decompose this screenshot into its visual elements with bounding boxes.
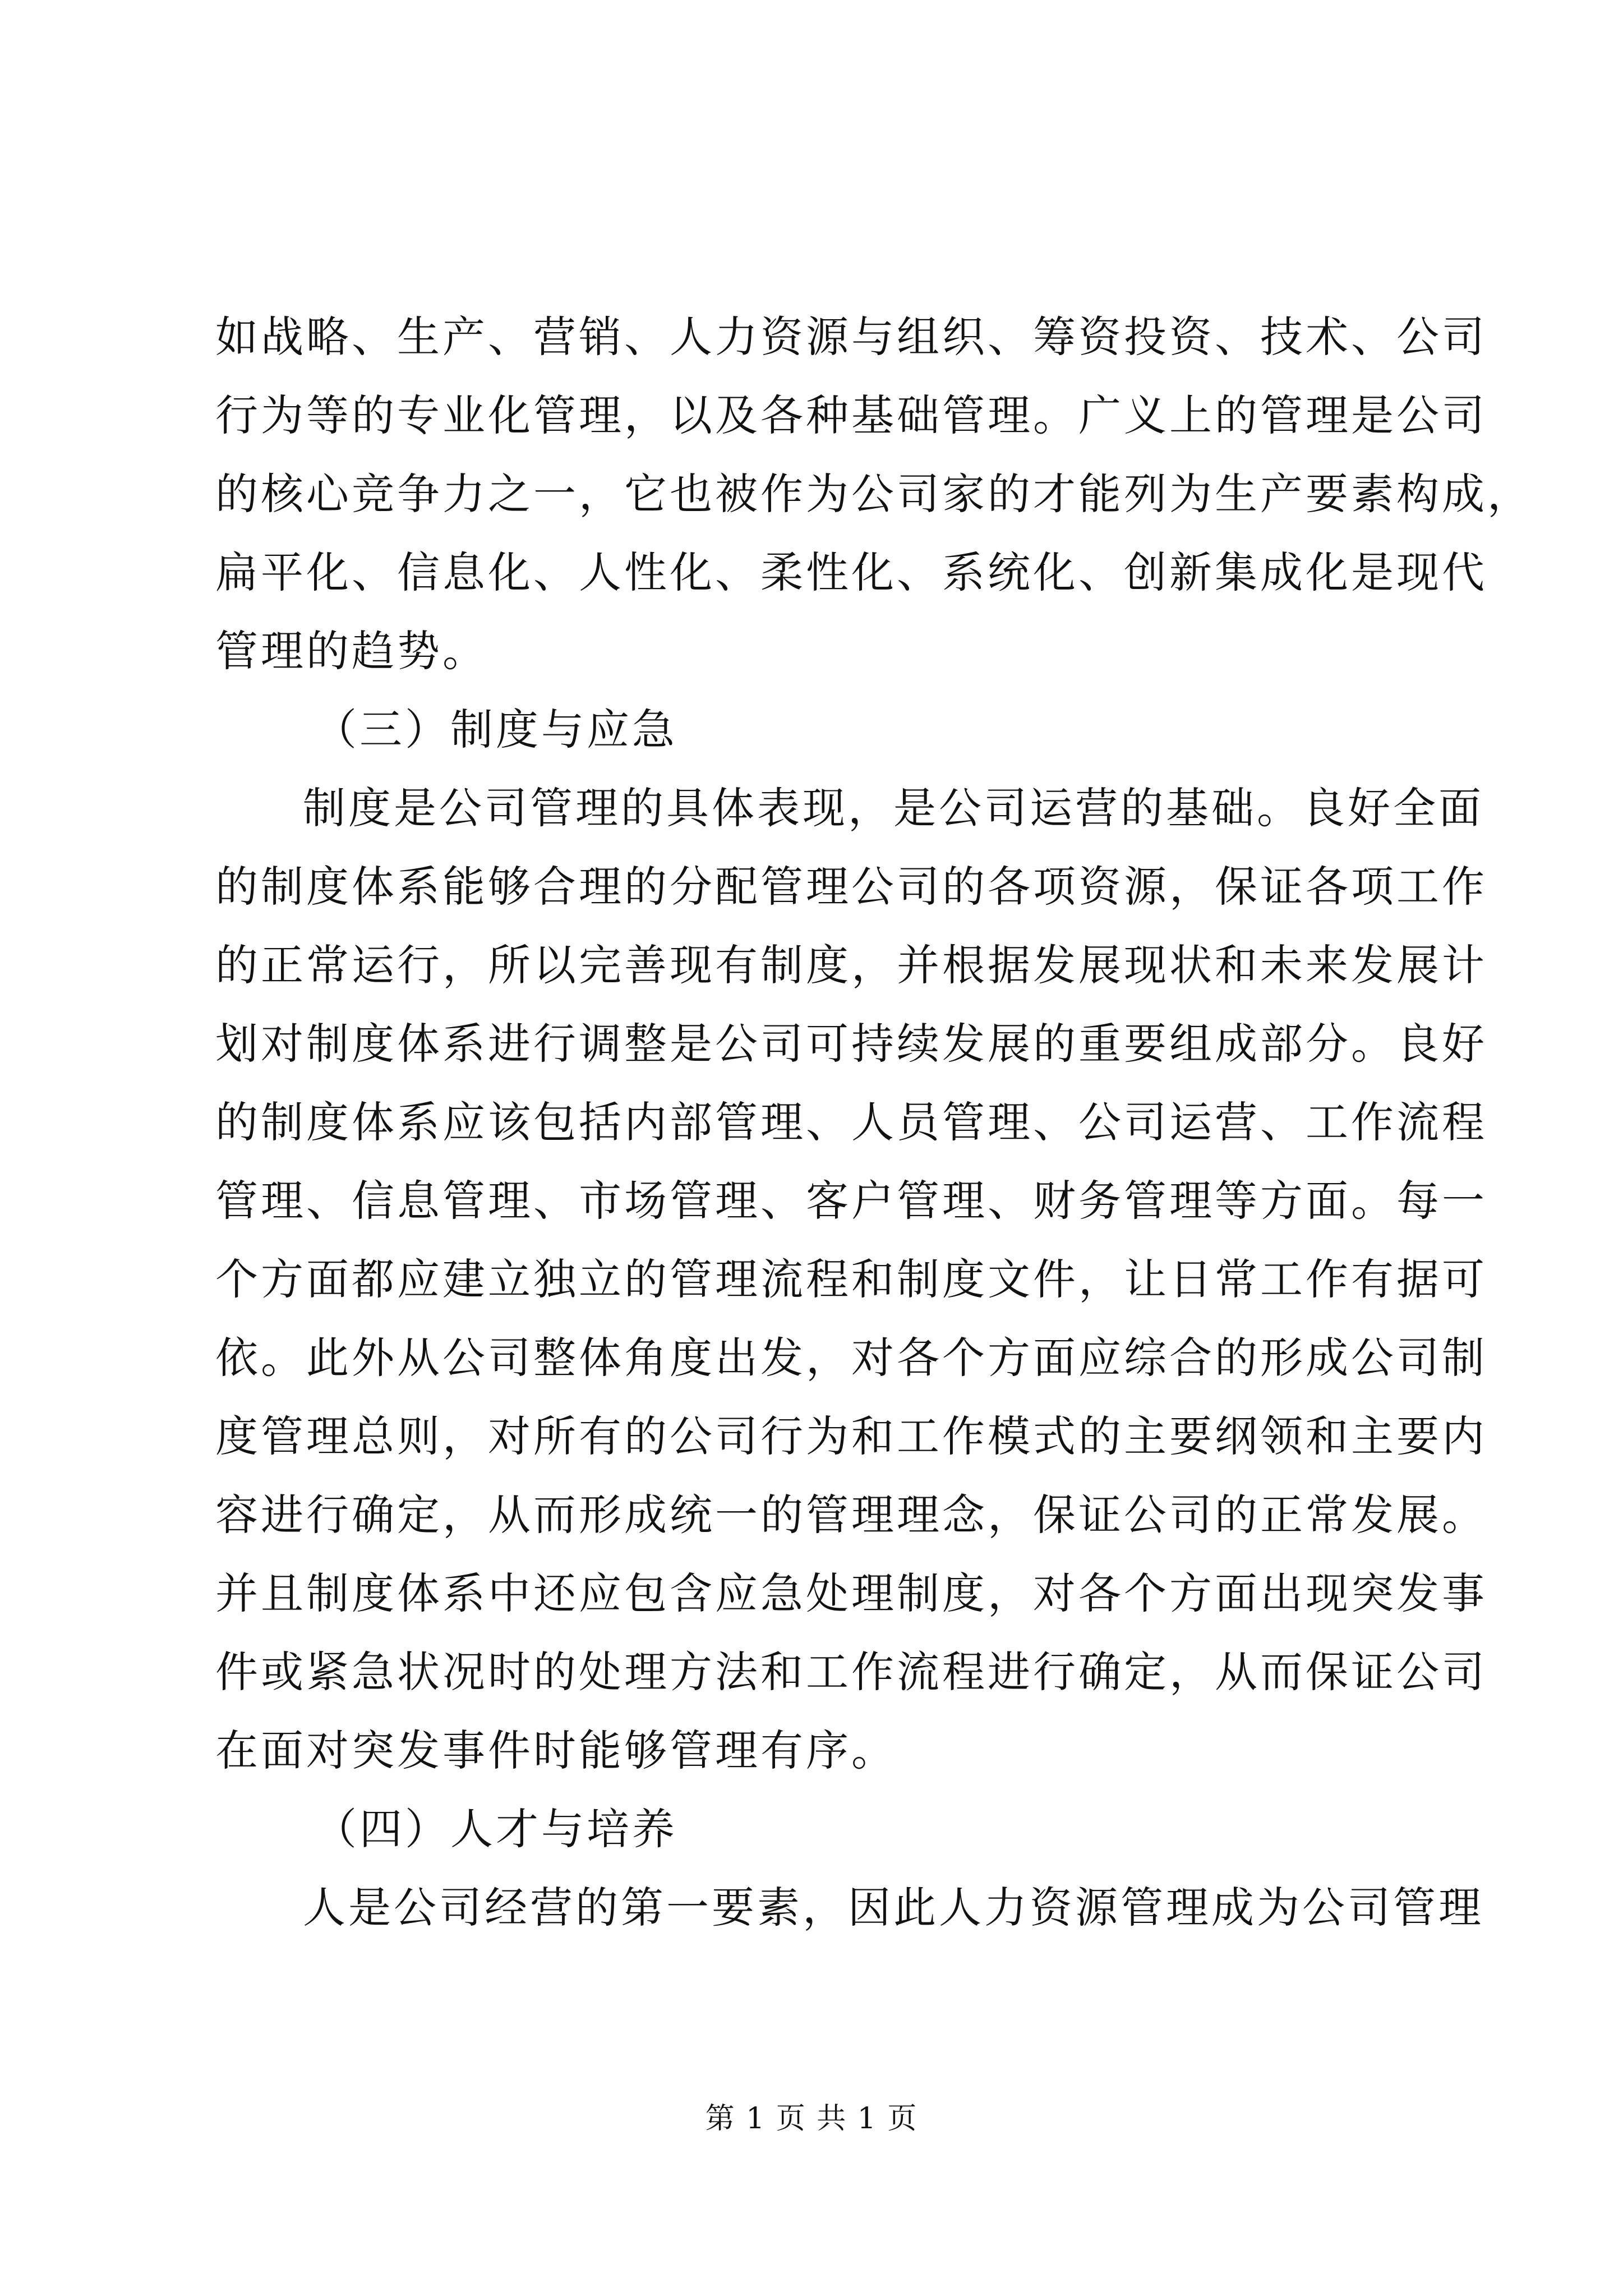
body-line: 管理的趋势。 bbox=[215, 626, 488, 676]
body-line: 扁平化、信息化、人性化、柔性化、系统化、创新集成化是现代 bbox=[215, 547, 1487, 597]
body-line: 个方面都应建立独立的管理流程和制度文件，让日常工作有据可 bbox=[215, 1254, 1487, 1304]
body-line: 管理、信息管理、市场管理、客户管理、财务管理等方面。每一 bbox=[215, 1176, 1487, 1226]
body-line: 的正常运行，所以完善现有制度，并根据发展现状和未来发展计 bbox=[215, 940, 1487, 990]
body-line: 的制度体系应该包括内部管理、人员管理、公司运营、工作流程 bbox=[215, 1097, 1487, 1147]
body-line: 行为等的专业化管理，以及各种基础管理。广义上的管理是公司 bbox=[215, 390, 1487, 440]
body-line: 在面对突发事件时能够管理有序。 bbox=[215, 1726, 897, 1775]
page-footer: 第 1 页 共 1 页 bbox=[705, 2102, 918, 2136]
body-line: 度管理总则，对所有的公司行为和工作模式的主要纲领和主要内 bbox=[215, 1411, 1487, 1461]
body-line: 件或紧急状况时的处理方法和工作流程进行确定，从而保证公司 bbox=[215, 1647, 1487, 1697]
body-line: 依。此外从公司整体角度出发，对各个方面应综合的形成公司制 bbox=[215, 1333, 1487, 1383]
paragraph-first-line: 人是公司经营的第一要素，因此人力资源管理成为公司管理 bbox=[303, 1883, 1484, 1932]
section-heading: （三）制度与应急 bbox=[314, 705, 677, 754]
body-line: 并且制度体系中还应包含应急处理制度，对各个方面出现突发事 bbox=[215, 1568, 1487, 1618]
body-line: 容进行确定，从而形成统一的管理理念，保证公司的正常发展。 bbox=[215, 1490, 1487, 1540]
section-heading: （四）人才与培养 bbox=[314, 1804, 677, 1854]
body-line: 的制度体系能够合理的分配管理公司的各项资源，保证各项工作 bbox=[215, 862, 1487, 912]
paragraph-first-line: 制度是公司管理的具体表现，是公司运营的基础。良好全面 bbox=[303, 783, 1484, 833]
body-line: 划对制度体系进行调整是公司可持续发展的重要组成部分。良好 bbox=[215, 1019, 1487, 1069]
body-line: 如战略、生产、营销、人力资源与组织、筹资投资、技术、公司 bbox=[215, 312, 1487, 362]
body-line: 的核心竞争力之一，它也被作为公司家的才能列为生产要素构成， bbox=[215, 469, 1533, 519]
